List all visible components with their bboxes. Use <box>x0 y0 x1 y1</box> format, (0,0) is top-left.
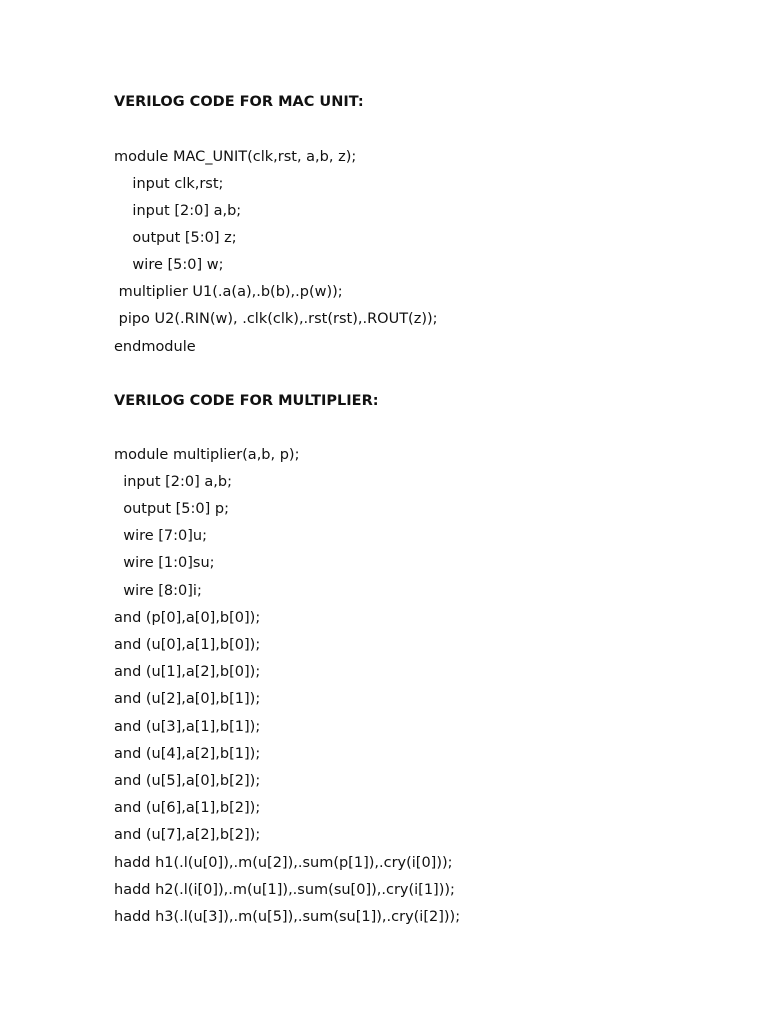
code-line: multiplier U1(.a(a),.b(b),.p(w)); <box>114 284 343 300</box>
code-line: hadd h1(.l(u[0]),.m(u[2]),.sum(p[1]),.cry(i[0])); <box>114 855 453 871</box>
code-line: and (u[0],a[1],b[0]); <box>114 637 261 653</box>
code-line: and (p[0],a[0],b[0]); <box>114 610 261 626</box>
code-line: wire [8:0]i; <box>114 583 202 599</box>
code-line: output [5:0] z; <box>114 230 237 246</box>
code-line: wire [1:0]su; <box>114 555 215 571</box>
code-line: hadd h3(.l(u[3]),.m(u[5]),.sum(su[1]),.cry(i[2])); <box>114 909 461 925</box>
code-line: and (u[6],a[1],b[2]); <box>114 800 261 816</box>
code-line: module MAC_UNIT(clk,rst, a,b, z); <box>114 149 357 165</box>
code-line: output [5:0] p; <box>114 501 230 517</box>
code-line: module multiplier(a,b, p); <box>114 447 300 463</box>
code-line: and (u[3],a[1],b[1]); <box>114 719 261 735</box>
code-line: wire [7:0]u; <box>114 528 208 544</box>
code-line: and (u[4],a[2],b[1]); <box>114 746 261 762</box>
code-line: and (u[2],a[0],b[1]); <box>114 691 261 707</box>
code-line: and (u[7],a[2],b[2]); <box>114 827 261 843</box>
code-line: hadd h2(.l(i[0]),.m(u[1]),.sum(su[0]),.cry(i[1])); <box>114 882 455 898</box>
section-heading-mac-unit: VERILOG CODE FOR MAC UNIT: <box>114 94 364 110</box>
code-line: input [2:0] a,b; <box>114 474 232 490</box>
code-line: wire [5:0] w; <box>114 257 224 273</box>
code-line: and (u[5],a[0],b[2]); <box>114 773 261 789</box>
code-line: and (u[1],a[2],b[0]); <box>114 664 261 680</box>
section-heading-multiplier: VERILOG CODE FOR MULTIPLIER: <box>114 393 379 409</box>
code-line: endmodule <box>114 339 196 355</box>
code-line: input [2:0] a,b; <box>114 203 242 219</box>
code-line: input clk,rst; <box>114 176 224 192</box>
code-line: pipo U2(.RIN(w), .clk(clk),.rst(rst),.ROUT(z)); <box>114 311 438 327</box>
